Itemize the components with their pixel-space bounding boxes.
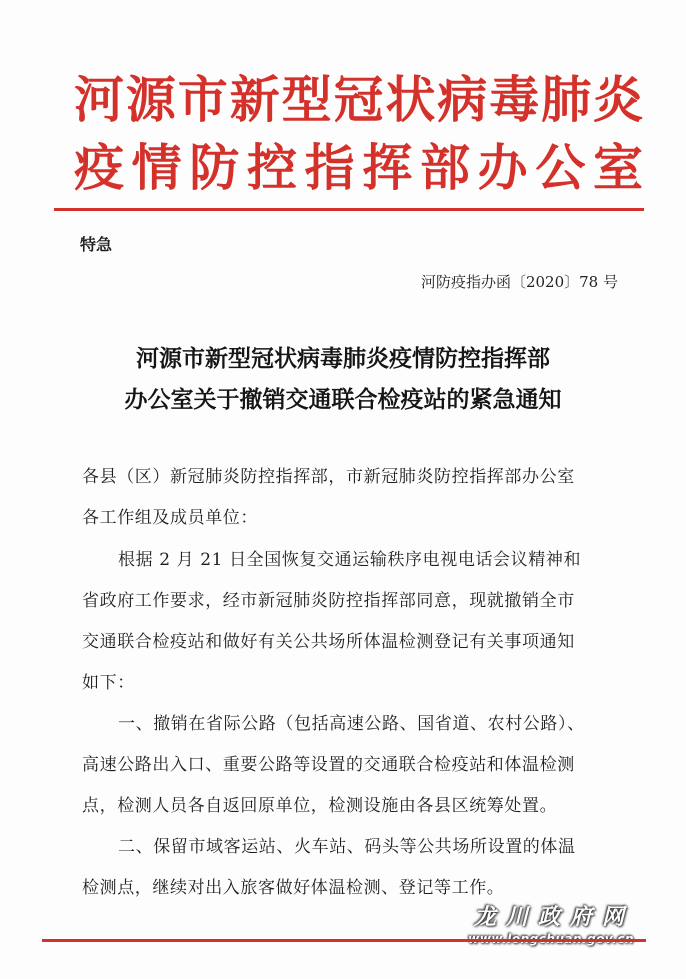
footer-divider (42, 939, 646, 942)
urgency-label: 特急 (80, 235, 113, 254)
body-line: 省政府工作要求，经市新冠肺炎防控指挥部同意，现就撤销全市 (82, 591, 575, 611)
watermark-site-name: 龙川政府网 (473, 905, 634, 930)
body-line: 二、保留市域客运站、火车站、码头等公共场所设置的体温 (118, 837, 576, 857)
issuer-header-line-2: 疫情防控指挥部办公室 (74, 139, 644, 197)
body-line: 一、撤销在省际公路（包括高速公路、国省道、农村公路）、 (118, 714, 585, 734)
body-line: 各工作组及成员单位： (82, 508, 258, 528)
document-number: 河防疫指办函〔2020〕78 号 (420, 273, 618, 291)
body-line: 根据 2 月 21 日全国恢复交通运输秩序电视电话会议精神和 (118, 550, 582, 570)
issuer-header-line-1: 河源市新型冠状病毒肺炎 (74, 71, 644, 129)
body-line: 高速公路出入口、重要公路等设置的交通联合检疫站和体温检测 (82, 755, 575, 775)
body-line: 各县（区）新冠肺炎防控指挥部，市新冠肺炎防控指挥部办公室 (82, 467, 575, 487)
body-line: 检测点，继续对出入旅客做好体温检测、登记等工作。 (82, 878, 505, 898)
header-divider (54, 208, 644, 211)
body-line: 点，检测人员各自返回原单位，检测设施由各县区统筹处置。 (82, 796, 558, 816)
document-title-line-2: 办公室关于撤销交通联合检疫站的紧急通知 (124, 387, 562, 413)
document-title-line-1: 河源市新型冠状病毒肺炎疫情防控指挥部 (136, 346, 550, 372)
body-line: 如下： (82, 673, 135, 693)
body-line: 交通联合检疫站和做好有关公共场所体温检测登记有关事项通知 (82, 632, 575, 652)
